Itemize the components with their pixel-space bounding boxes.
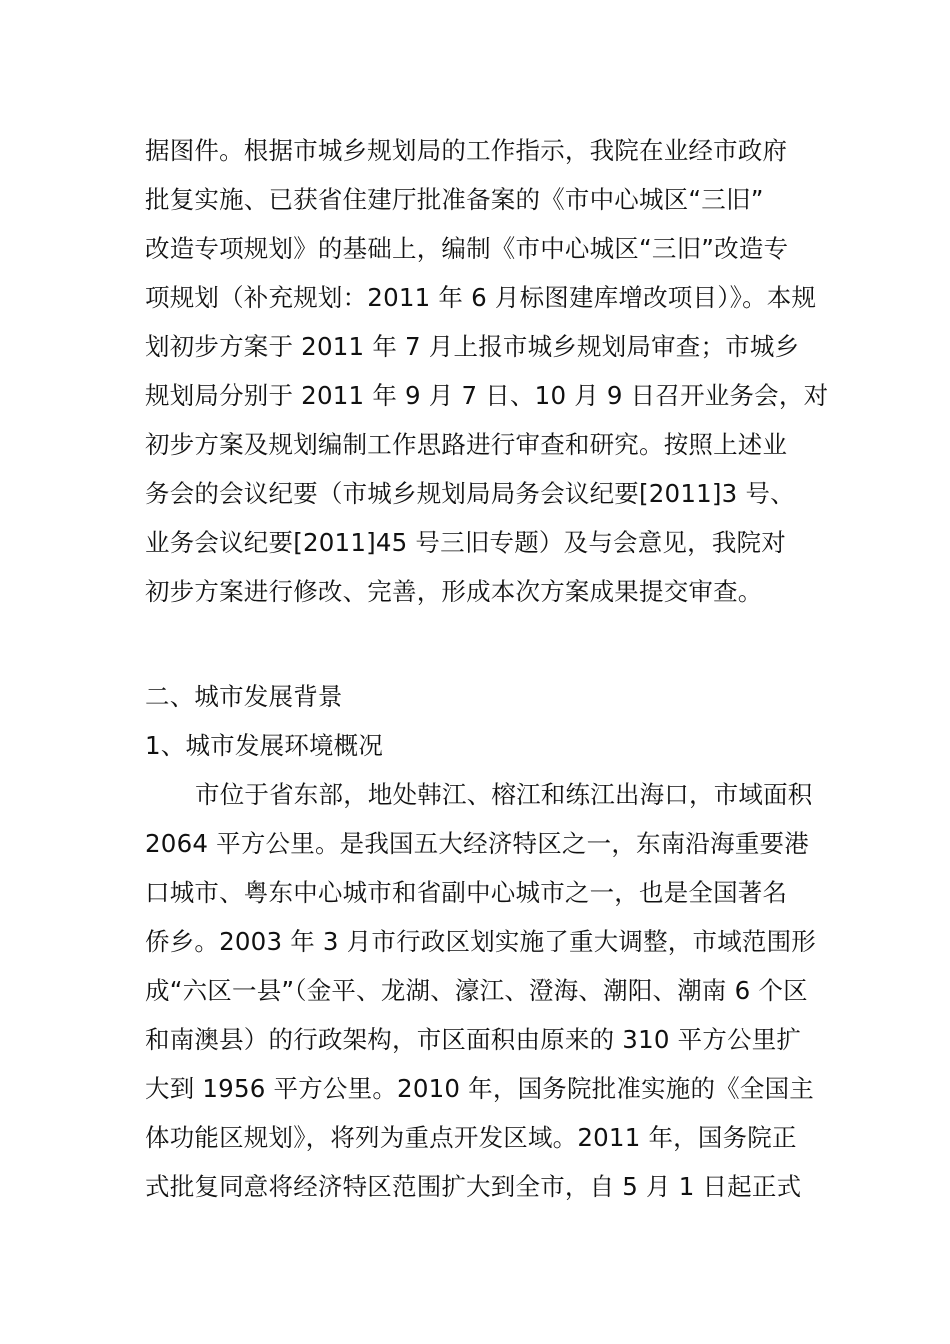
paragraph-line: 市位于省东部，地处韩江、榕江和练江出海口，市域面积	[195, 780, 813, 809]
paragraph-planning-process	[145, 126, 829, 616]
paragraph-line: 初步方案及规划编制工作思路进行审查和研究。按照上述业	[145, 430, 788, 459]
paragraph-line: 式批复同意将经济特区范围扩大到全市，自 5 月 1 日起正式	[145, 1172, 802, 1201]
paragraph-line: 体功能区规划》，将列为重点开发区域。2011 年，国务院正	[145, 1123, 797, 1152]
paragraph-line: 侨乡。2003 年 3 月市行政区划实施了重大调整，市域范围形	[145, 927, 816, 956]
section-heading	[145, 672, 810, 721]
subsection-heading-text: 1、城市发展环境概况	[145, 731, 384, 760]
paragraph-line: 成“六区一县”（金平、龙湖、濠江、澄海、潮阳、潮南 6 个区	[145, 976, 808, 1005]
paragraph-line: 批复实施、已获省住建厅批准备案的《市中心城区“三旧”	[145, 185, 764, 214]
paragraph-city-overview	[145, 770, 816, 1211]
section-heading-text: 二、城市发展背景	[145, 682, 343, 711]
paragraph-line: 大到 1956 平方公里。2010 年，国务院批准实施的《全国主	[145, 1074, 814, 1103]
paragraph-line: 改造专项规划》的基础上，编制《市中心城区“三旧”改造专	[145, 234, 789, 263]
paragraph-line: 2064 平方公里。是我国五大经济特区之一，东南沿海重要港	[145, 829, 809, 858]
paragraph-line: 划初步方案于 2011 年 7 月上报市城乡规划局审查；市城乡	[145, 332, 800, 361]
paragraph-line: 据图件。根据市城乡规划局的工作指示，我院在业经市政府	[145, 136, 788, 165]
paragraph-line: 项规划（补充规划：2011 年 6 月标图建库增改项目）》。本规	[145, 283, 817, 312]
paragraph-line: 务会的会议纪要（市城乡规划局局务会议纪要[2011]3 号、	[145, 479, 795, 508]
paragraph-line: 初步方案进行修改、完善，形成本次方案成果提交审查。	[145, 577, 763, 606]
paragraph-line: 口城市、粤东中心城市和省副中心城市之一，也是全国著名	[145, 878, 788, 907]
paragraph-line: 和南澳县）的行政架构，市区面积由原来的 310 平方公里扩	[145, 1025, 802, 1054]
subsection-heading	[145, 721, 810, 770]
paragraph-line: 规划局分别于 2011 年 9 月 7 日、10 月 9 日召开业务会，对	[145, 381, 829, 410]
paragraph-line: 业务会议纪要[2011]45 号三旧专题）及与会意见，我院对	[145, 528, 786, 557]
